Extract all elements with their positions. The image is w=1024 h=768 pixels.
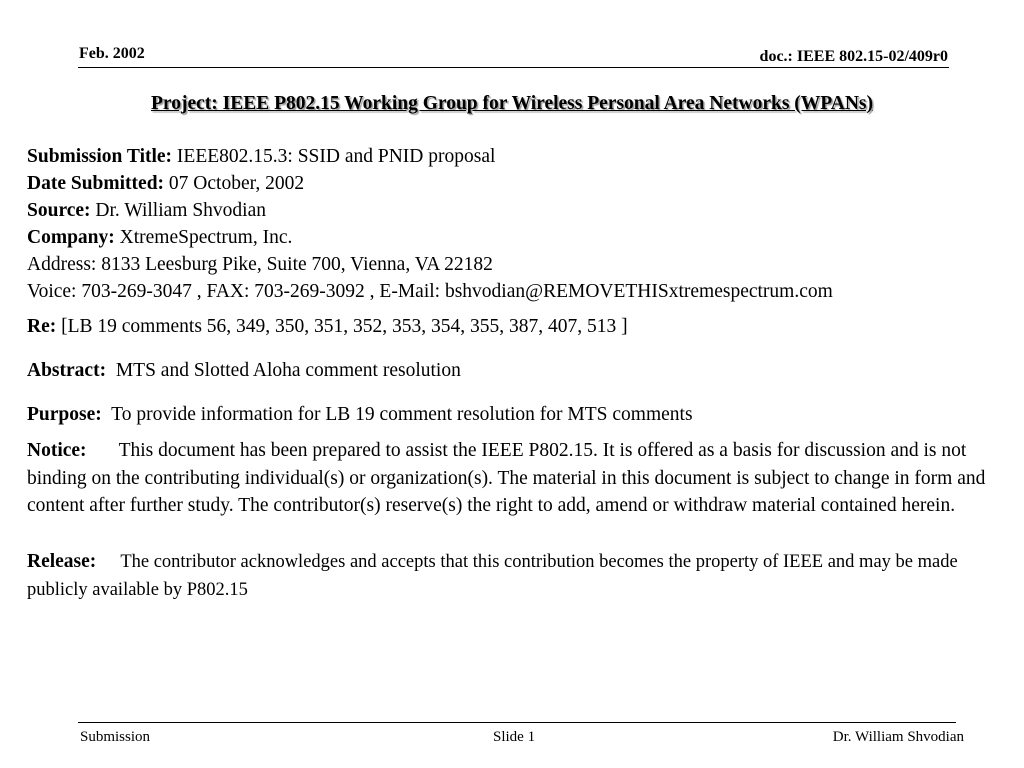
voice-line: Voice: 703-269-3047 , FAX: 703-269-3092 , E-Mail: bshvodian@REMOVETHISxtremespectrum.com <box>27 281 833 302</box>
re-value: [LB 19 comments 56, 349, 350, 351, 352, 353, 354, 355, 387, 407, 513 ] <box>61 316 628 337</box>
re-label: Re: <box>27 316 57 337</box>
date-submitted-line <box>27 170 1007 197</box>
header-date: Feb. 2002 <box>79 45 145 62</box>
header-divider <box>78 67 949 68</box>
submission-title-label: Submission Title: <box>27 146 173 167</box>
footer-submission: Submission <box>80 729 151 745</box>
date-submitted-value: 07 October, 2002 <box>168 173 305 194</box>
footer-divider <box>78 722 956 723</box>
source-line <box>27 197 1007 224</box>
abstract-line <box>27 357 1007 384</box>
purpose-value: To provide information for LB 19 comment resolution for MTS comments <box>111 404 693 425</box>
abstract-label: Abstract: <box>27 360 107 381</box>
purpose-label: Purpose: <box>27 404 102 425</box>
release-value: The contributor acknowledges and accepts that this contribution becomes the property of IEEE and may be made publicly available by P802.15 <box>27 551 958 600</box>
company-line <box>27 224 1007 251</box>
release-paragraph <box>27 548 1007 604</box>
footer-author: Dr. William Shvodian <box>832 729 964 745</box>
re-line <box>27 313 1007 340</box>
company-label: Company: <box>27 227 115 248</box>
source-label: Source: <box>27 200 91 221</box>
header-doc-id: doc.: IEEE 802.15-02/409r0 <box>759 48 948 65</box>
abstract-value: MTS and Slotted Aloha comment resolution <box>115 360 461 381</box>
date-submitted-label: Date Submitted: <box>27 173 165 194</box>
notice-label: Notice: <box>27 440 87 461</box>
footer-slide-number: Slide 1 <box>493 729 536 745</box>
purpose-line <box>27 401 1007 428</box>
release-label: Release: <box>27 550 97 572</box>
source-value: Dr. William Shvodian <box>95 200 266 221</box>
notice-paragraph <box>27 437 1007 520</box>
notice-value: This document has been prepared to assist the IEEE P802.15. It is offered as a basis for discussion and is not binding on the contributing individual(s) or organization(s). The material in this document is subject to change in form and content after further study. The contributor(s) reserve(s) the right to add, amend or withdraw material contained herein. <box>27 440 986 516</box>
address-line: Address: 8133 Leesburg Pike, Suite 700, Vienna, VA 22182 <box>27 254 493 275</box>
submission-title-line <box>27 143 1007 170</box>
company-value: XtremeSpectrum, Inc. <box>119 227 293 248</box>
document-body <box>27 143 1007 604</box>
submission-title-value: IEEE802.15.3: SSID and PNID proposal <box>176 146 496 167</box>
project-title: Project: IEEE P802.15 Working Group for Wireless Personal Area Networks (WPANs) <box>150 93 873 114</box>
